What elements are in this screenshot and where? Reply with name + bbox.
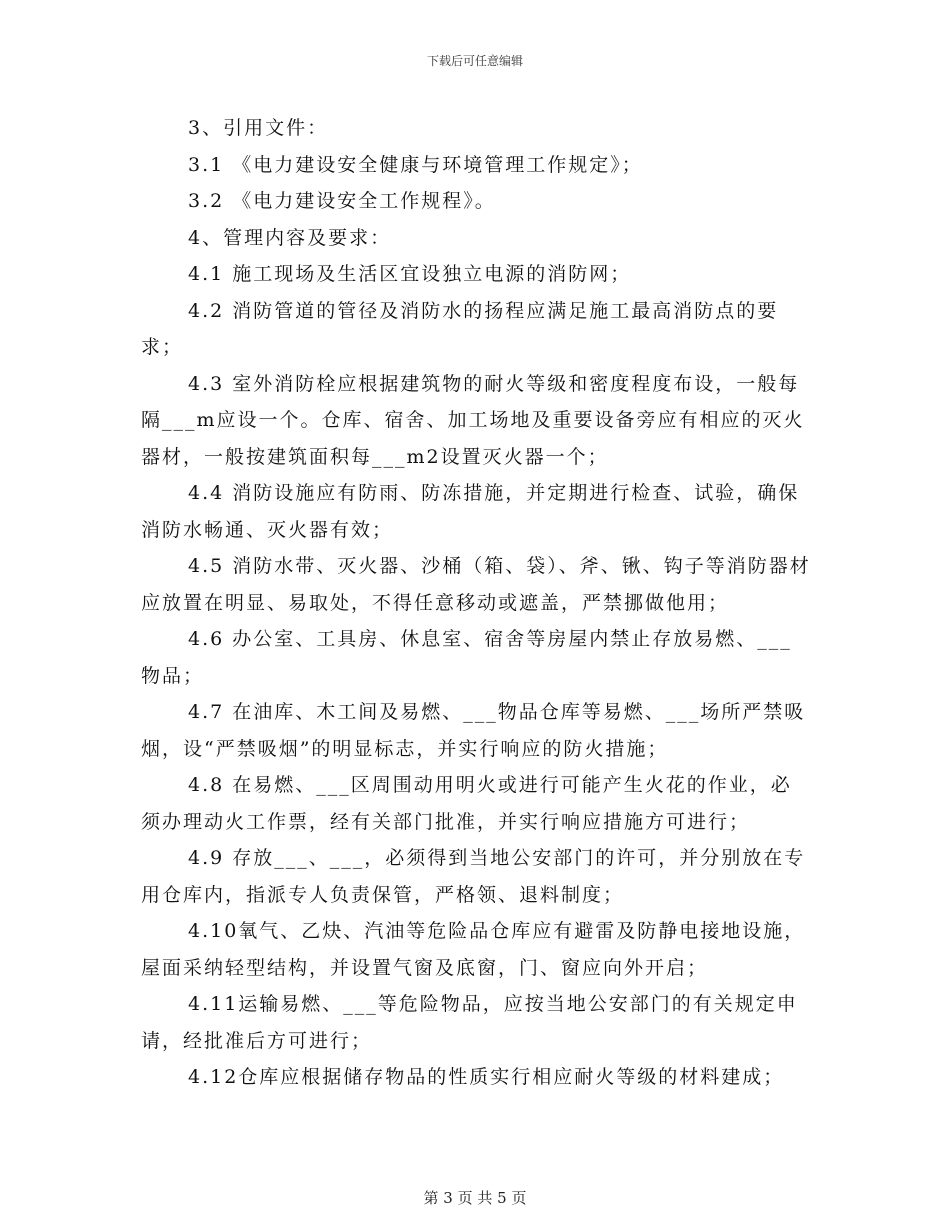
paragraph-3-1: 3.1 《电力建设安全健康与环境管理工作规定》； [188, 153, 643, 176]
paragraph-4-3: 4.3 室外消防栓应根据建筑物的耐火等级和密度程度布设，一般每隔___m应设一个。仓库、宿舍、加工场地及重要设备旁应有相应的灭火器材，一般按建筑面积每___m2设置灭火器一个； [141, 372, 805, 468]
paragraph-4-5: 4.5 消防水带、灭火器、沙桶（箱、袋）、斧、锹、钩子等消防器材应放置在明显、易取处，不得任意移动或遮盖，严禁挪做他用； [141, 555, 811, 614]
paragraph-4-7: 4.7 在油库、木工间及易燃、___物品仓库等易燃、___场所严禁吸烟，设“严禁吸烟”的明显标志，并实行响应的防火措施； [141, 701, 806, 760]
paragraph-4-6: 4.6 办公室、工具房、休息室、宿舍等房屋内禁止存放易燃、___物品； [141, 628, 792, 687]
paragraph-4-1: 4.1 施工现场及生活区宜设独立电源的消防网； [188, 263, 632, 285]
paragraph-4-2: 4.2 消防管道的管径及消防水的扬程应满足施工最高消防点的要求； [141, 299, 779, 358]
paragraph-4-10: 4.10氧气、乙炔、汽油等危险品仓库应有避雷及防静电接地设施，屋面采纳轻型结构，并设置气窗及底窗，门、窗应向外开启； [141, 920, 806, 979]
paragraph-4-11: 4.11运输易燃、___等危险物品，应按当地公安部门的有关规定申请，经批准后方可进行； [141, 993, 798, 1052]
section-heading-references: 3、引用文件： [188, 117, 329, 139]
page-header: 下载后可任意编辑 [426, 54, 523, 68]
section-heading-requirements: 4、管理内容及要求： [188, 226, 392, 249]
paragraph-4-9: 4.9 存放___、___，必须得到当地公安部门的许可，并分别放在专用仓库内，指派专人负责保管，严格领、退料制度； [141, 847, 806, 906]
paragraph-4-12: 4.12仓库应根据储存物品的性质实行相应耐火等级的材料建成； [188, 1066, 785, 1088]
paragraph-4-8: 4.8 在易燃、___区周围动用明火或进行可能产生火花的作业，必须办理动火工作票，经有关部门批准，并实行响应措施方可进行； [141, 774, 792, 833]
paragraph-3-2: 3.2 《电力建设安全工作规程》。 [188, 190, 496, 212]
paragraph-4-4: 4.4 消防设施应有防雨、防冻措施，并定期进行检查、试验，确保消防水畅通、灭火器有效； [141, 482, 800, 541]
page-footer: 第 3 页 共 5 页 [423, 1189, 527, 1207]
document-body [141, 110, 811, 1096]
